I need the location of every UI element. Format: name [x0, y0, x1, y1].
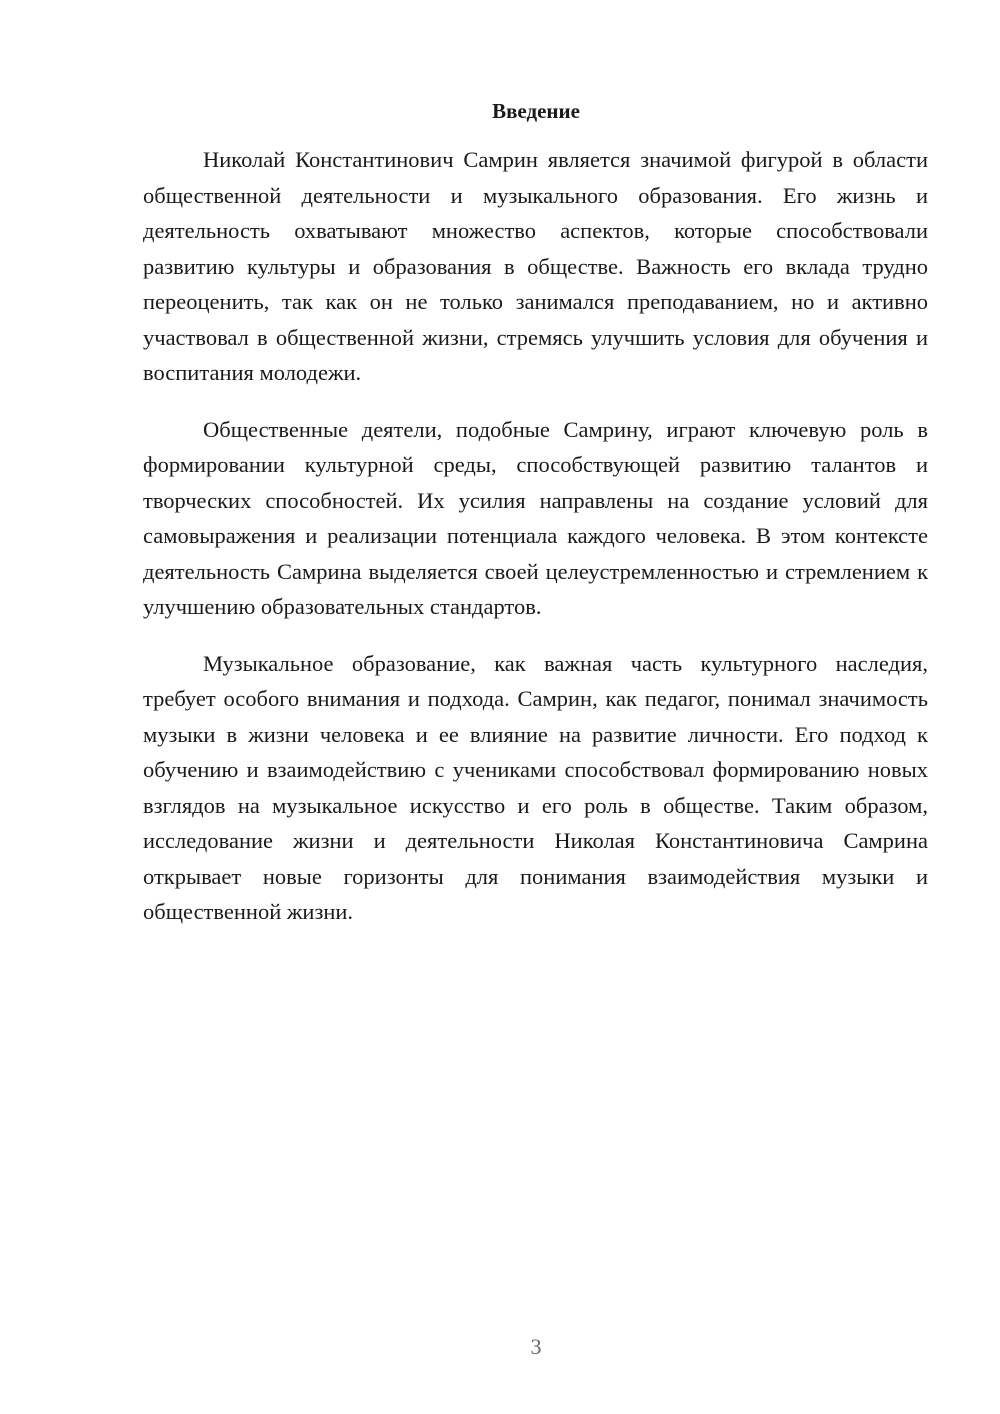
document-body [143, 142, 928, 930]
paragraph-2: Общественные деятели, подобные Самрину, играют ключевую роль в формировании культурной среды, способствующей развитию талантов и творческих способностей. Их усилия направлены на создание условий для самовыражения и реализации потенциала каждого человека. В этом контексте деятельность Самрина выделяется своей целеустремленностью и стремлением к улучшению образовательных стандартов. [143, 416, 928, 619]
section-heading: Введение [492, 99, 580, 123]
paragraph-3: Музыкальное образование, как важная часть культурного наследия, требует особого внимания и подхода. Самрин, как педагог, понимал значимость музыки в жизни человека и ее влияние на развитие личности. Его подход к обучению и взаимодействию с учениками способствовал формированию новых взглядов на музыкальное искусство и его роль в обществе. Таким образом, исследование жизни и деятельности Николая Константиновича Самрина открывает новые горизонты для понимания взаимодействия музыки и общественной жизни. [143, 650, 928, 924]
paragraph-1: Николай Константинович Самрин является значимой фигурой в области общественной деятельности и музыкального образования. Его жизнь и деятельность охватывают множество аспектов, которые способствовали развитию культуры и образования в обществе. Важность его вклада трудно переоценить, так как он не только занимался преподаванием, но и активно участвовал в общественной жизни, стремясь улучшить условия для обучения и воспитания молодежи. [143, 147, 928, 385]
page-number: 3 [530, 1334, 542, 1359]
